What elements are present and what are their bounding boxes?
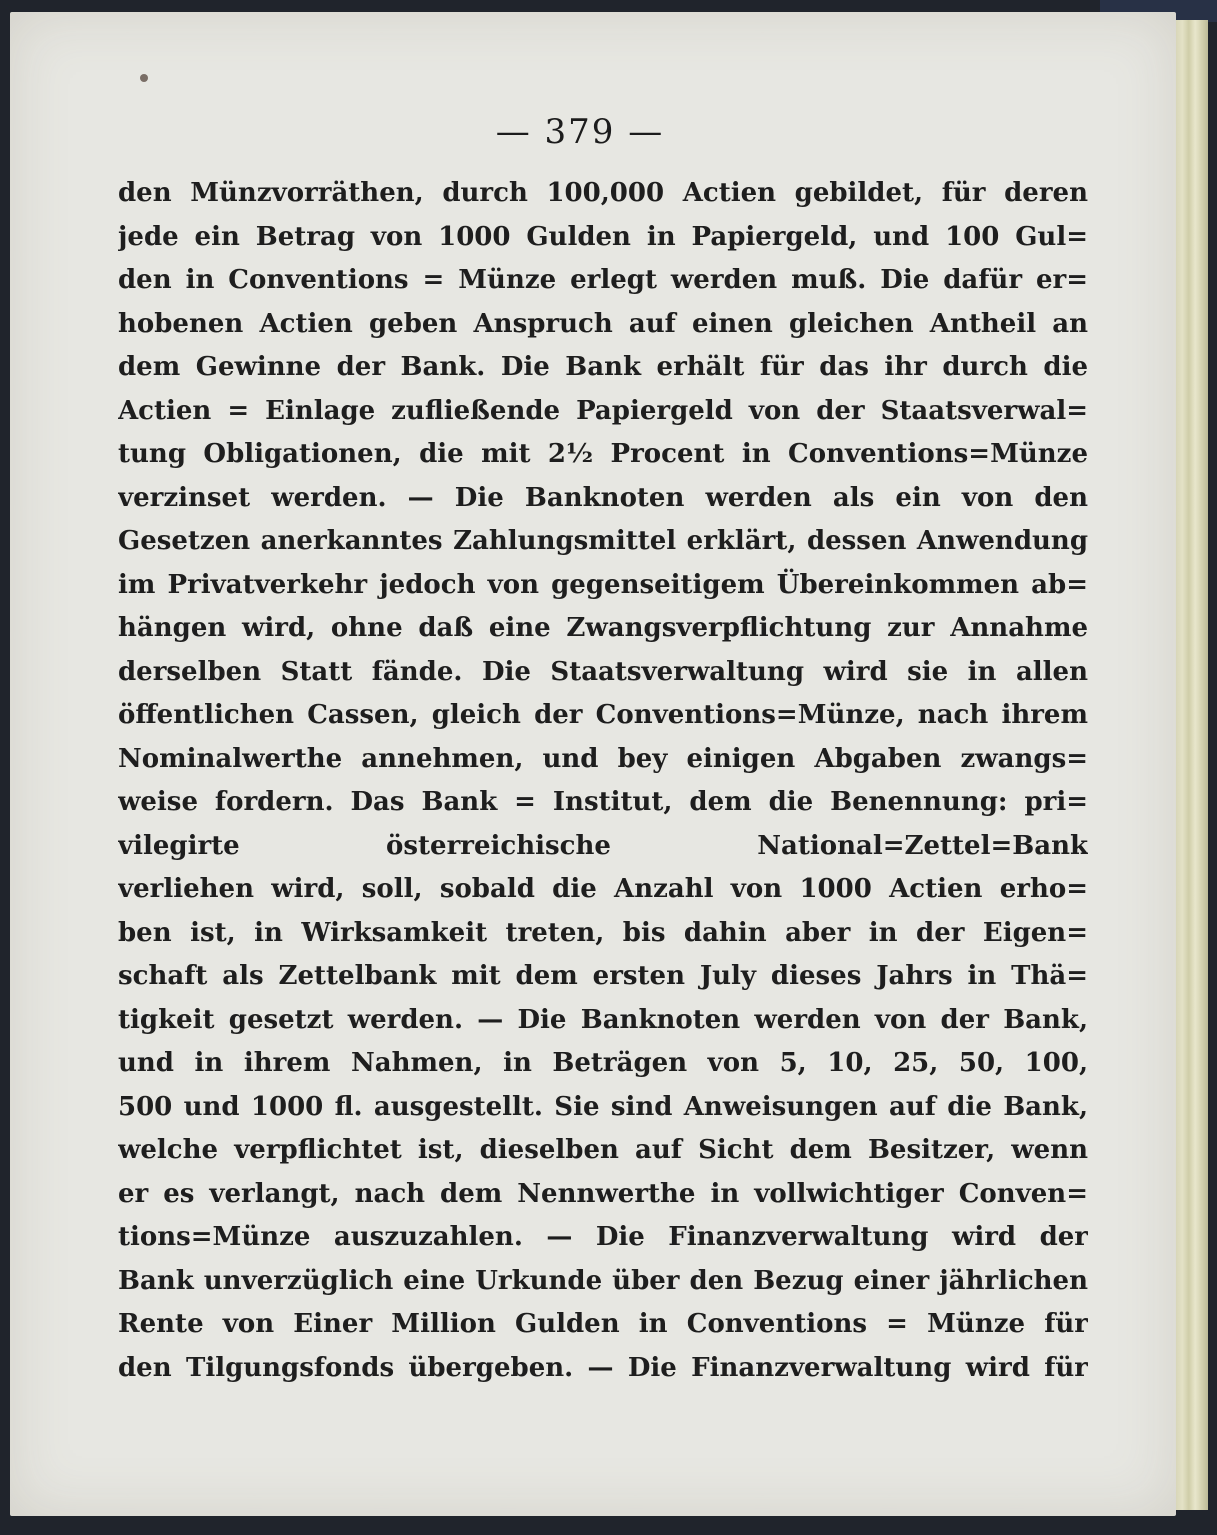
- text-line: ben ist, in Wirksamkeit treten, bis dahin aber in der Eigen=: [118, 917, 1088, 948]
- text-line: er es verlangt, nach dem Nennwerthe in vollwichtiger Conven=: [118, 1178, 1088, 1209]
- text-line: und in ihrem Nahmen, in Beträgen von 5, 10, 25, 50, 100,: [118, 1048, 1088, 1078]
- ink-speck: [140, 74, 148, 82]
- text-line: Nominalwerthe annehmen, und bey einigen Abgaben zwangs=: [118, 743, 1088, 774]
- body-text: [118, 172, 1088, 1390]
- text-line: tung Obligationen, die mit 2½ Procent in Conventions=Münze: [118, 439, 1088, 469]
- text-line: Rente von Einer Million Gulden in Conventions = Münze für: [118, 1309, 1088, 1339]
- text-line: im Privatverkehr jedoch von gegenseitigem Übereinkommen ab=: [118, 569, 1088, 600]
- text-line: hobenen Actien geben Anspruch auf einen gleichen Antheil an: [118, 308, 1088, 339]
- text-line: den Tilgungsfonds übergeben. — Die Finanzverwaltung wird für: [118, 1352, 1088, 1383]
- text-line: vilegirte österreichische National=Zettel=Bank: [118, 830, 1088, 861]
- text-line: tigkeit gesetzt werden. — Die Banknoten werden von der Bank,: [118, 1004, 1088, 1035]
- page-number: — 379 —: [495, 112, 665, 152]
- text-line: weise fordern. Das Bank = Institut, dem die Benennung: pri=: [118, 787, 1088, 817]
- text-line: den Münzvorräthen, durch 100,000 Actien gebildet, für deren: [118, 178, 1088, 208]
- text-line: tions=Münze auszuzahlen. — Die Finanzverwaltung wird der: [118, 1222, 1088, 1252]
- text-line: schaft als Zettelbank mit dem ersten July dieses Jahrs in Thä=: [118, 961, 1088, 991]
- text-line: dem Gewinne der Bank. Die Bank erhält für das ihr durch die: [118, 352, 1088, 382]
- text-line: hängen wird, ohne daß eine Zwangsverpflichtung zur Annahme: [118, 613, 1088, 643]
- text-line: Gesetzen anerkanntes Zahlungsmittel erklärt, dessen Anwendung: [118, 526, 1088, 556]
- text-line: öffentlichen Cassen, gleich der Conventions=Münze, nach ihrem: [118, 700, 1088, 730]
- text-line: den in Conventions = Münze erlegt werden muß. Die dafür er=: [118, 265, 1088, 295]
- text-line: Bank unverzüglich eine Urkunde über den Bezug einer jährlichen: [118, 1265, 1088, 1296]
- text-line: welche verpflichtet ist, dieselben auf Sicht dem Besitzer, wenn: [118, 1135, 1088, 1165]
- text-line: derselben Statt fände. Die Staatsverwaltung wird sie in allen: [118, 656, 1088, 687]
- text-line: verzinset werden. — Die Banknoten werden als ein von den: [118, 482, 1088, 513]
- page-stack-edges: [1176, 20, 1208, 1510]
- text-line: Actien = Einlage zufließende Papiergeld von der Staatsverwal=: [118, 395, 1088, 426]
- text-line: verliehen wird, soll, sobald die Anzahl von 1000 Actien erho=: [118, 874, 1088, 904]
- text-line: 500 und 1000 fl. ausgestellt. Sie sind Anweisungen auf die Bank,: [118, 1091, 1088, 1122]
- text-line: jede ein Betrag von 1000 Gulden in Papiergeld, und 100 Gul=: [118, 221, 1088, 252]
